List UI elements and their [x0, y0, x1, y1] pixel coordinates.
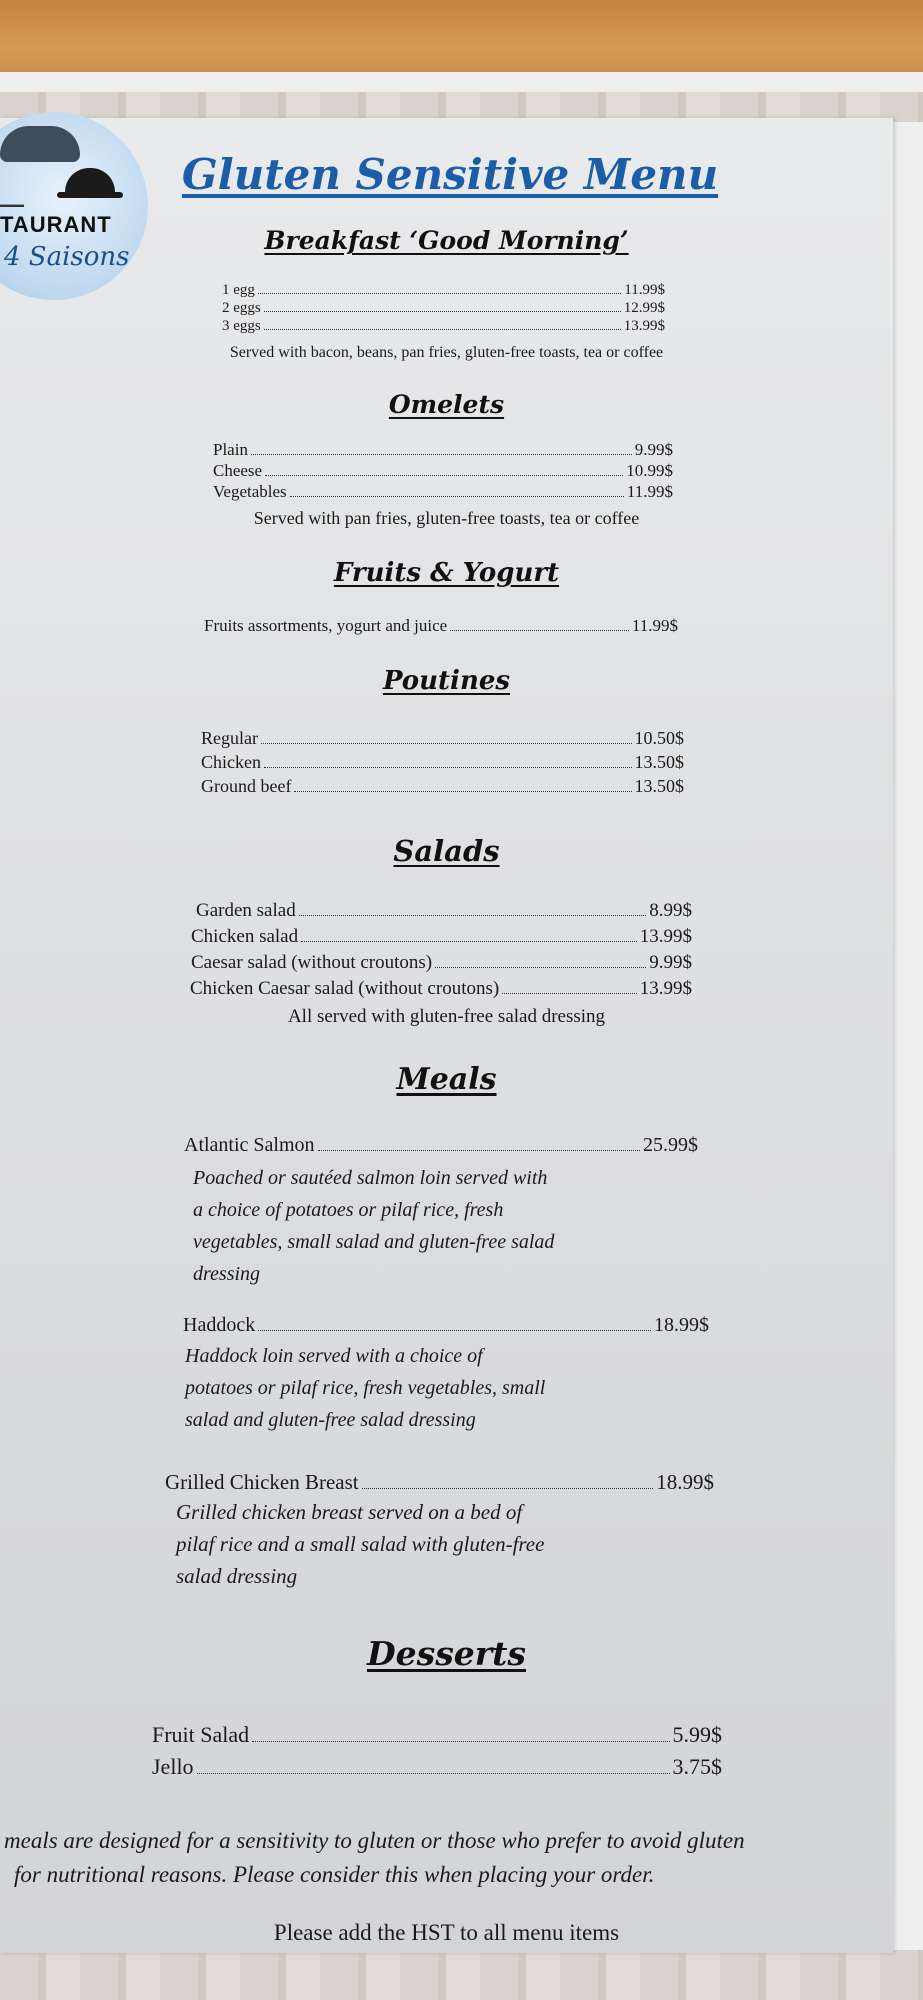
logo-small-text: ▬▬▬ [0, 200, 24, 209]
leader-dots [258, 1318, 651, 1331]
heading-desserts: Desserts [367, 1634, 526, 1673]
item-description [185, 1340, 725, 1436]
logo-script: 4 Saisons [4, 242, 130, 272]
menu-item [184, 1134, 698, 1157]
footer-disclaimer-line2: for nutritional reasons. Please consider this when placing your order. [14, 1862, 655, 1887]
heading-meals: Meals [396, 1062, 497, 1097]
description-line: Haddock loin served with a choice of [185, 1345, 483, 1367]
description-line: salad and gluten-free salad dressing [185, 1409, 476, 1431]
item-name: Chicken [201, 752, 261, 772]
item-price: 13.99$ [639, 978, 692, 999]
menu-item [152, 1754, 722, 1780]
leader-dots [264, 756, 632, 768]
menu-title: Gluten Sensitive Menu [181, 150, 719, 199]
menu-item [204, 616, 678, 636]
item-price: 13.50$ [634, 776, 684, 796]
item-price: 13.99$ [639, 926, 692, 947]
description-line: Grilled chicken breast served on a bed of [176, 1500, 523, 1524]
leader-dots [252, 1728, 669, 1742]
leader-dots [261, 732, 632, 744]
leader-dots [435, 956, 646, 968]
item-name: Haddock [183, 1314, 256, 1336]
item-name: Jello [152, 1754, 194, 1779]
item-price: 13.99$ [623, 318, 665, 334]
omelets-note: Served with pan fries, gluten-free toasts, tea or coffee [253, 508, 640, 528]
menu-item [213, 482, 673, 502]
item-price: 18.99$ [654, 1314, 709, 1336]
item-price: 18.99$ [656, 1470, 714, 1494]
cloche-icon [65, 168, 115, 192]
leader-dots [264, 320, 621, 330]
menu-item [196, 900, 692, 922]
menu-item [191, 952, 692, 974]
item-name: Chicken Caesar salad (without croutons) [190, 978, 500, 999]
leader-dots [299, 904, 647, 916]
item-name: Vegetables [213, 482, 287, 501]
leader-dots [251, 444, 632, 455]
heading-poutines: Poutines [382, 666, 511, 696]
description-line: salad dressing [176, 1564, 298, 1588]
menu-item [201, 776, 684, 797]
leader-dots [294, 780, 631, 792]
leader-dots [318, 1138, 640, 1151]
heading-omelets: Omelets [388, 390, 505, 419]
item-price: 5.99$ [672, 1722, 722, 1747]
leader-dots [301, 930, 637, 942]
menu-item [213, 461, 673, 481]
item-price: 9.99$ [649, 952, 692, 973]
salads-note: All served with gluten-free salad dressing [287, 1006, 606, 1027]
item-price: 12.99$ [623, 300, 665, 316]
menu-item [190, 978, 692, 1000]
description-line: dressing [193, 1263, 261, 1285]
menu-item [222, 300, 665, 317]
menu-item [222, 282, 665, 299]
item-name: Cheese [213, 461, 263, 480]
menu-item [222, 318, 665, 335]
item-name: 3 eggs [222, 318, 261, 334]
heading-salads: Salads [393, 834, 500, 868]
item-name: Fruits assortments, yogurt and juice [204, 616, 448, 635]
item-price: 10.50$ [634, 728, 684, 748]
menu-item [165, 1470, 714, 1495]
leader-dots [362, 1475, 654, 1489]
table-surface [0, 0, 923, 80]
item-description [193, 1162, 713, 1290]
footer-hst-note: Please add the HST to all menu items [273, 1920, 620, 1945]
item-name: Grilled Chicken Breast [165, 1470, 359, 1494]
item-price: 3.75$ [672, 1754, 722, 1779]
item-price: 10.99$ [626, 461, 673, 480]
logo-text: TAURANT [0, 212, 112, 237]
item-name: Fruit Salad [152, 1722, 250, 1747]
item-price: 11.99$ [631, 616, 678, 635]
menu-item [201, 728, 684, 749]
item-name: Regular [201, 728, 258, 748]
item-price: 11.99$ [626, 482, 673, 501]
leader-dots [450, 620, 629, 631]
description-line: potatoes or pilaf rice, fresh vegetables, small [185, 1377, 546, 1399]
leader-dots [197, 1760, 670, 1774]
item-name: Atlantic Salmon [184, 1134, 315, 1156]
logo-photo [0, 126, 80, 162]
item-price: 9.99$ [634, 440, 673, 459]
description-line: pilaf rice and a small salad with gluten-free [176, 1532, 545, 1556]
leader-dots [258, 284, 621, 294]
leader-dots [502, 982, 637, 994]
description-line: vegetables, small salad and gluten-free salad [193, 1231, 555, 1253]
item-name: 1 egg [222, 282, 255, 298]
heading-breakfast: Breakfast ‘Good Morning’ [264, 226, 629, 255]
leader-dots [290, 486, 624, 497]
item-name: Caesar salad (without croutons) [191, 952, 433, 973]
menu-item [213, 440, 673, 460]
item-name: Ground beef [201, 776, 292, 796]
item-description [176, 1496, 736, 1592]
item-name: 2 eggs [222, 300, 261, 316]
breakfast-note: Served with bacon, beans, pan fries, gluten-free toasts, tea or coffee [229, 344, 664, 361]
item-name: Garden salad [196, 900, 296, 921]
menu-item [152, 1722, 722, 1748]
leader-dots [265, 465, 623, 476]
leader-dots [264, 302, 621, 312]
menu-item [191, 926, 692, 948]
item-price: 8.99$ [649, 900, 692, 921]
item-price: 25.99$ [643, 1134, 698, 1156]
description-line: a choice of potatoes or pilaf rice, fresh [193, 1199, 504, 1221]
description-line: Poached or sautéed salmon loin served with [193, 1167, 548, 1189]
footer-disclaimer-line1: meals are designed for a sensitivity to gluten or those who prefer to avoid gluten [4, 1828, 745, 1853]
menu-item [201, 752, 684, 773]
wood-strip-bottom [0, 1950, 923, 2000]
heading-fruits: Fruits & Yogurt [333, 558, 560, 588]
item-name: Plain [213, 440, 248, 459]
menu-item [183, 1314, 709, 1337]
item-name: Chicken salad [191, 926, 299, 947]
item-price: 13.50$ [634, 752, 684, 772]
item-price: 11.99$ [624, 282, 665, 298]
